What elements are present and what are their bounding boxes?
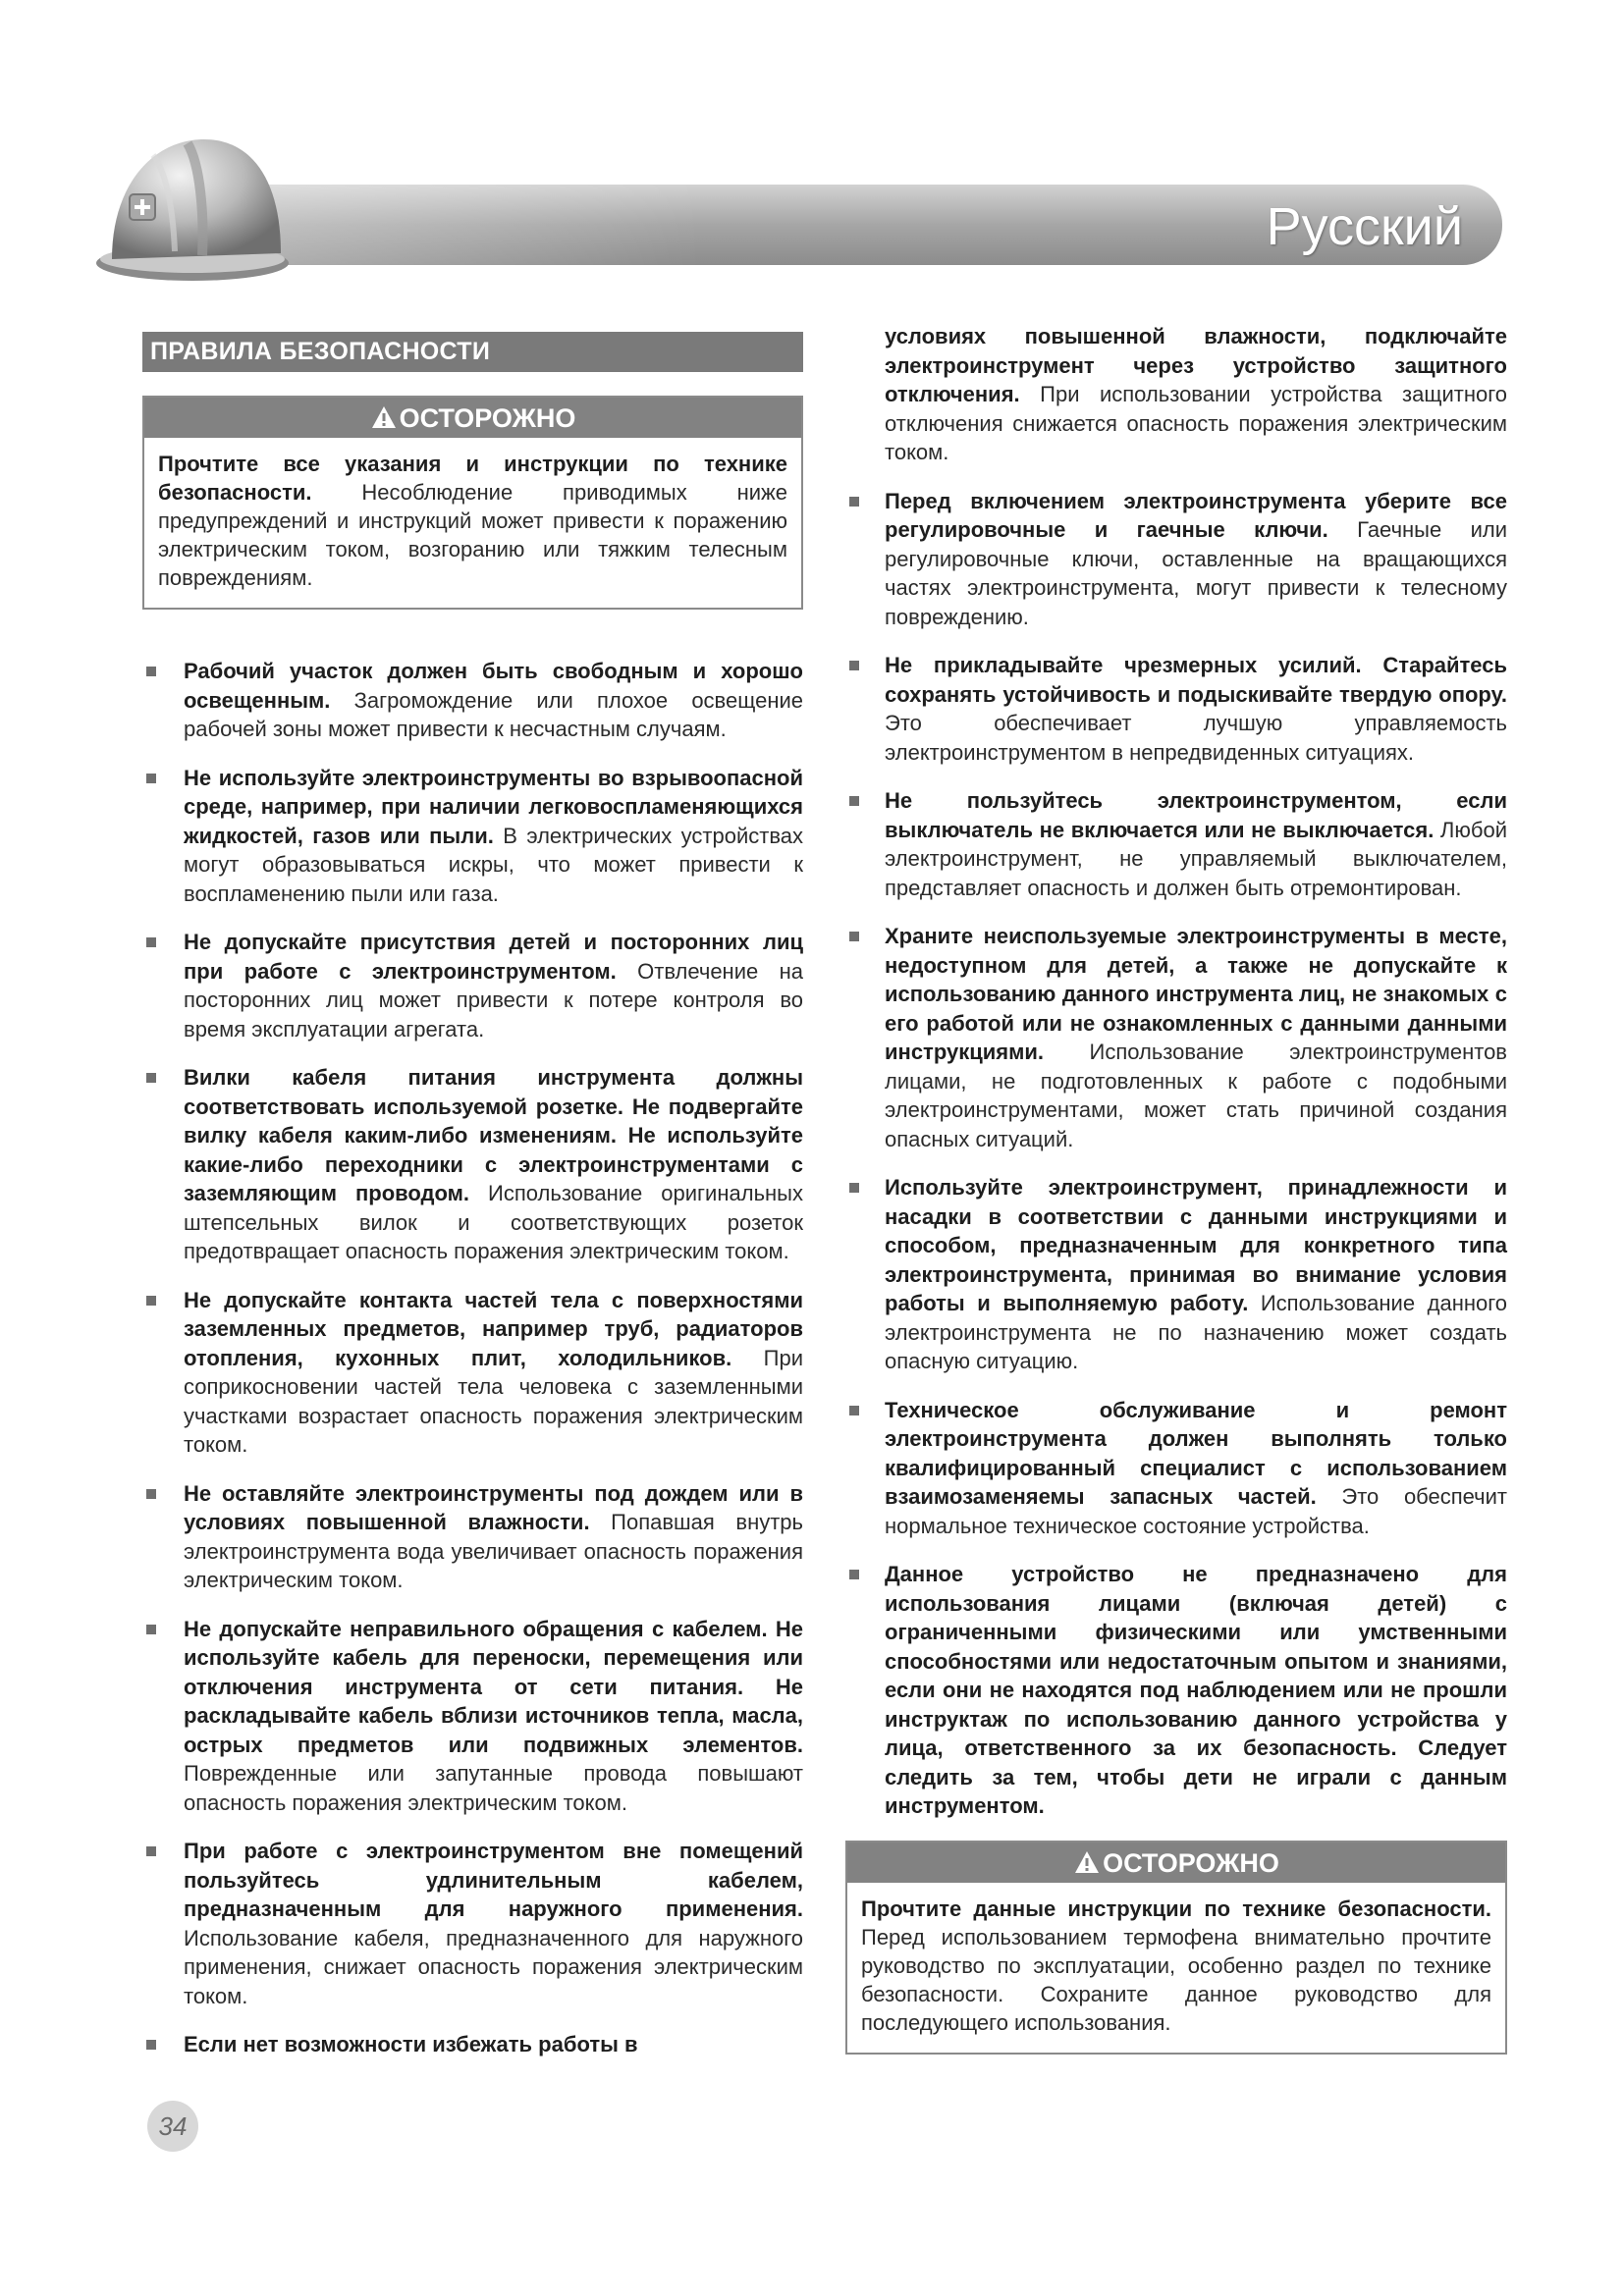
list-item xyxy=(845,1560,1507,1821)
rule-bold: Храните неиспользуемые электроинструменты в месте, недоступном для детей, а также не допускайте к использованию данного инструмента лиц, не знакомых с его работой или не ознакомленных с данными данными инструкциями. xyxy=(885,924,1507,1064)
rule-text: Любой электроинструмент, не управляемый выключателем, представляет опасность и должен быть отремонтирован. xyxy=(885,817,1507,900)
caution-text xyxy=(144,438,801,608)
caution-text xyxy=(847,1883,1505,2053)
list-item xyxy=(845,922,1507,1153)
list-item-continuation xyxy=(845,322,1507,467)
bullet-icon xyxy=(849,796,859,806)
bullet-icon xyxy=(146,1073,156,1083)
bullet-icon xyxy=(849,497,859,507)
caution-plain: Перед использованием термофена внимательно прочтите руководство по эксплуатации, особенно раздел по технике безопасности. Сохраните данное руководство для последующего использования. xyxy=(861,1924,1491,2035)
warning-hand-icon xyxy=(1073,1849,1101,1875)
right-rule-list xyxy=(845,322,1507,1821)
rule-bold: Рабочий участок должен быть свободным и хорошо освещенным. xyxy=(184,659,803,713)
rule-text: Гаечные или регулировочные ключи, оставленные на вращающихся частях электроинструмента, могут привести к телесному повреждению. xyxy=(885,517,1508,629)
list-item xyxy=(845,786,1507,902)
rule-text: Загромождение или плохое освещение рабочей зоны может привести к несчастным случаям. xyxy=(184,687,803,741)
rule-text: В электрических устройствах могут образовываться искры, что может привести к воспламенению пыли или газа. xyxy=(184,823,804,906)
list-item xyxy=(142,1286,803,1460)
rule-text: Поврежденные или запутанные провода повышают опасность поражения электрическим током. xyxy=(184,1761,803,1815)
rule-bold: Не допускайте присутствия детей и посторонних лиц при работе с электроинструментом. xyxy=(184,930,803,984)
rule-text: Использование кабеля, предназначенного для наружного применения, снижает опасность поражения электрическим током. xyxy=(184,1925,803,2008)
caution-box-bottom xyxy=(845,1841,1507,2055)
list-item xyxy=(142,1063,803,1266)
left-rule-list xyxy=(142,657,803,2059)
rule-bold: условиях повышенной влажности, подключайте электроинструмент через устройство защитного отключения. xyxy=(885,324,1507,406)
bullet-icon xyxy=(146,2040,156,2050)
bullet-icon xyxy=(849,1406,859,1415)
bullet-icon xyxy=(146,774,156,783)
caution-header xyxy=(144,398,801,438)
list-item xyxy=(142,1837,803,2010)
list-item xyxy=(845,487,1507,632)
rule-text: При использовании устройства защитного отключения снижается опасность поражения электрическим током. xyxy=(885,382,1507,464)
rule-text: Использование электроинструментов лицами, не подготовленных к работе с подобными электроинструментами, может стать причиной создания опасных ситуаций. xyxy=(885,1040,1507,1151)
list-item xyxy=(845,1173,1507,1376)
warning-hand-icon xyxy=(370,404,398,430)
rule-bold: Данное устройство не предназначено для использования лицами (включая детей) с ограниченными физическими или умственными способностями или недостаточным опытом и знаниями, если они не находятся под наблюдением или не прошли инструктаж по использованию данного устройства у лица, ответственного за их безопасность. Следует следить за тем, чтобы дети не играли с данным инструментом. xyxy=(885,1562,1507,1818)
rule-bold: Вилки кабеля питания инструмента должны соответствовать используемой розетке. Не подвергайте вилку кабеля каким-либо изменениям. Не используйте какие-либо переходники с электроинструментами с заземляющим проводом. xyxy=(184,1065,803,1205)
bullet-icon xyxy=(146,667,156,676)
caution-bold: Прочтите все указания и инструкции по технике безопасности. xyxy=(158,452,787,505)
rule-text: Это обеспечит нормальное техническое состояние устройства. xyxy=(885,1484,1508,1538)
bullet-icon xyxy=(849,1183,859,1193)
left-column xyxy=(142,326,803,2079)
rule-bold: Перед включением электроинструмента уберите все регулировочные и гаечные ключи. xyxy=(885,488,1507,542)
rule-bold: Не допускайте неправильного обращения с кабелем. Не используйте кабель для переноски, перемещения или отключения инструмента от сети питания. Не раскладывайте кабель вблизи источников тепла, масла, острых предметов или подвижных элементов. xyxy=(184,1616,803,1757)
bullet-icon xyxy=(146,1489,156,1499)
rule-bold: Не пользуйтесь электроинструментом, если выключатель не включается или не выключается. xyxy=(885,788,1507,842)
rule-text: Попавшая внутрь электроинструмента вода увеличивает опасность поражения электрическим током. xyxy=(184,1510,803,1592)
list-item xyxy=(142,764,803,909)
caution-plain: Несоблюдение приводимых ниже предупреждений и инструкций может привести к поражению электрическим током, возгоранию или тяжким телесным повреждениям. xyxy=(158,480,787,590)
list-item xyxy=(142,928,803,1043)
bullet-icon xyxy=(849,932,859,941)
bullet-icon xyxy=(849,661,859,670)
rule-text: Отвлечение на посторонних лиц может привести к потере контроля во время эксплуатации агрегата. xyxy=(184,958,803,1041)
list-item xyxy=(142,657,803,744)
bullet-icon xyxy=(849,1570,859,1579)
list-item xyxy=(142,1615,803,1818)
bullet-icon xyxy=(146,1296,156,1306)
rule-bold: Не оставляйте электроинструменты под дождем или в условиях повышенной влажности. xyxy=(184,1480,803,1534)
caution-box-top xyxy=(142,396,803,610)
rule-bold: При работе с электроинструментом вне помещений пользуйтесь удлинительным кабелем, предназначенным для наружного применения. xyxy=(184,1839,803,1921)
rule-text: При соприкосновении частей тела человека с заземленными участками возрастает опасность поражения электрическим током. xyxy=(184,1345,803,1457)
rule-bold: Используйте электроинструмент, принадлежности и насадки в соответствии с данными инструкциями и способом, предназначенным для конкретного типа электроинструмента, принимая во внимание условия работы и выполняемую работу. xyxy=(885,1175,1507,1315)
rule-bold: Не используйте электроинструменты во взрывоопасной среде, например, при наличии легковоспламеняющихся жидкостей, газов или пыли. xyxy=(184,765,803,848)
rule-text: Это обеспечивает лучшую управляемость электроинструментом в непредвиденных ситуациях. xyxy=(885,711,1507,765)
list-item xyxy=(845,651,1507,767)
rule-bold: Не допускайте контакта частей тела с поверхностями заземленных предметов, например труб, радиаторов отопления, кухонных плит, холодильников. xyxy=(184,1287,803,1370)
language-title: Русский xyxy=(1266,197,1463,256)
rule-bold: Если нет возможности избежать работы в xyxy=(184,2032,638,2056)
caution-header xyxy=(847,1842,1505,1883)
section-heading: ПРАВИЛА БЕЗОПАСНОСТИ xyxy=(142,332,803,372)
caution-bold: Прочтите данные инструкции по технике безопасности. xyxy=(861,1896,1491,1921)
rule-bold: Техническое обслуживание и ремонт электроинструмента должен выполнять только квалифицированный специалист с использованием взаимозаменяемы запасных частей. xyxy=(885,1397,1507,1509)
bullet-icon xyxy=(146,1846,156,1856)
hard-hat-icon xyxy=(94,126,300,288)
list-item xyxy=(845,1396,1507,1541)
list-item xyxy=(142,2030,803,2059)
bullet-icon xyxy=(146,1625,156,1634)
rule-text: Использование оригинальных штепсельных вилок и соответствующих розеток предотвращает опасность поражения электрическим током. xyxy=(184,1181,803,1263)
page-number: 34 xyxy=(147,2101,198,2152)
right-column xyxy=(845,322,1507,2102)
list-item xyxy=(142,1479,803,1595)
bullet-icon xyxy=(146,937,156,947)
rule-text: Использование данного электроинструмента не по назначению может создать опасную ситуацию. xyxy=(885,1291,1508,1373)
rule-bold: Не прикладывайте чрезмерных усилий. Старайтесь сохранять устойчивость и подыскивайте твердую опору. xyxy=(885,653,1507,707)
caution-heading: ОСТОРОЖНО xyxy=(1103,1847,1279,1878)
caution-heading: ОСТОРОЖНО xyxy=(399,403,576,433)
